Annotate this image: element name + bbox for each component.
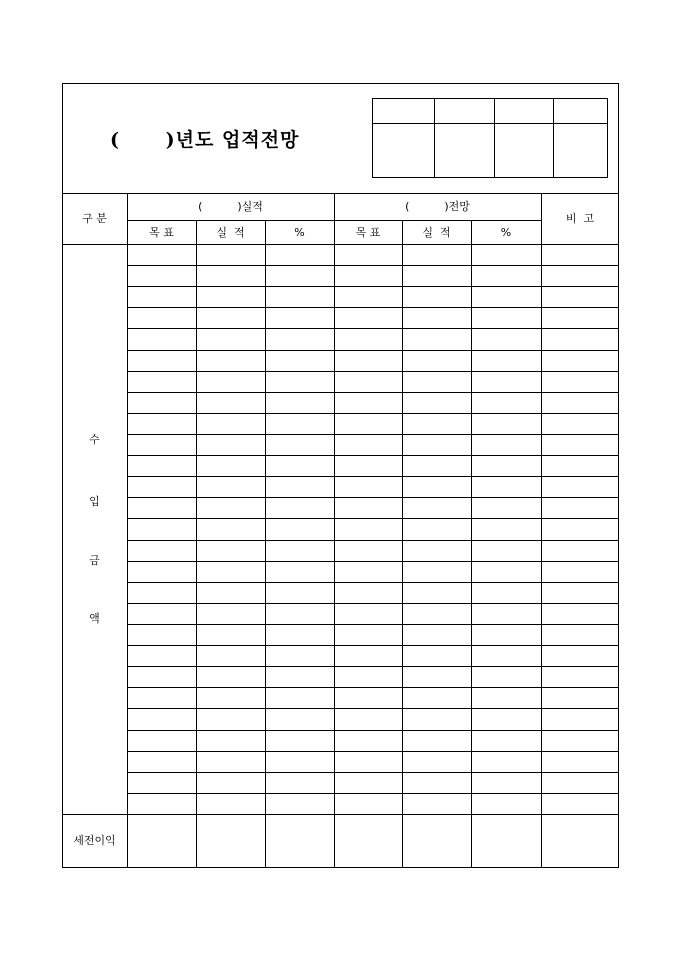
table-row-line bbox=[127, 561, 619, 562]
page-title: ( )년도 업적전망 bbox=[110, 129, 300, 151]
table-row-line bbox=[127, 434, 619, 435]
approval-box bbox=[372, 98, 608, 178]
division-header: 구 분 bbox=[82, 212, 107, 225]
table-row-line bbox=[127, 350, 619, 351]
header-top-line bbox=[62, 193, 619, 194]
col-divider bbox=[402, 220, 403, 868]
table-row-line bbox=[127, 455, 619, 456]
table-row-line bbox=[127, 413, 619, 414]
table-row-line bbox=[127, 687, 619, 688]
table-row-line bbox=[127, 497, 619, 498]
col-divider bbox=[541, 193, 542, 868]
approval-col-divider bbox=[494, 99, 495, 177]
table-row-line bbox=[127, 307, 619, 308]
table-row-line bbox=[127, 730, 619, 731]
table-row-line bbox=[127, 328, 619, 329]
subheader-percent: % bbox=[294, 226, 305, 239]
table-row-line bbox=[127, 624, 619, 625]
col-divider bbox=[265, 220, 266, 868]
pretax-profit-label: 세전이익 bbox=[73, 834, 116, 847]
table-row-line bbox=[127, 476, 619, 477]
table-row-line bbox=[127, 772, 619, 773]
revenue-label-char: 입 bbox=[89, 495, 100, 508]
subheader-percent: % bbox=[500, 226, 512, 239]
table-row-line bbox=[127, 666, 619, 667]
col-divider bbox=[471, 220, 472, 868]
table-row-line bbox=[127, 518, 619, 519]
approval-col-divider bbox=[553, 99, 554, 177]
col-divider bbox=[127, 193, 128, 868]
remarks-header: 비 고 bbox=[565, 212, 595, 225]
revenue-label-char: 액 bbox=[89, 612, 100, 625]
subheader-target: 목 표 bbox=[355, 226, 381, 239]
table-row-line bbox=[127, 392, 619, 393]
header-bottom-line bbox=[62, 244, 619, 245]
col-divider bbox=[334, 193, 335, 868]
revenue-label-char: 수 bbox=[89, 433, 100, 446]
table-row-line bbox=[127, 582, 619, 583]
subheader-target: 목 표 bbox=[149, 226, 174, 239]
table-row-line bbox=[127, 371, 619, 372]
subheader-actual: 실 적 bbox=[422, 226, 451, 239]
col-divider bbox=[196, 220, 197, 868]
table-row-line bbox=[127, 751, 619, 752]
revenue-label-char: 금 bbox=[89, 554, 100, 567]
subheader-actual: 실 적 bbox=[216, 226, 245, 239]
table-row-line bbox=[127, 540, 619, 541]
pretax-top-line bbox=[62, 814, 619, 815]
approval-divider bbox=[373, 123, 607, 124]
table-row-line bbox=[127, 708, 619, 709]
forecast-header: ( )전망 bbox=[405, 200, 470, 213]
table-row-line bbox=[127, 603, 619, 604]
table-row-line bbox=[127, 645, 619, 646]
table-row-line bbox=[127, 286, 619, 287]
table-row-line bbox=[127, 265, 619, 266]
table-row-line bbox=[127, 793, 619, 794]
past-results-header: ( )실적 bbox=[198, 200, 263, 213]
approval-col-divider bbox=[434, 99, 435, 177]
